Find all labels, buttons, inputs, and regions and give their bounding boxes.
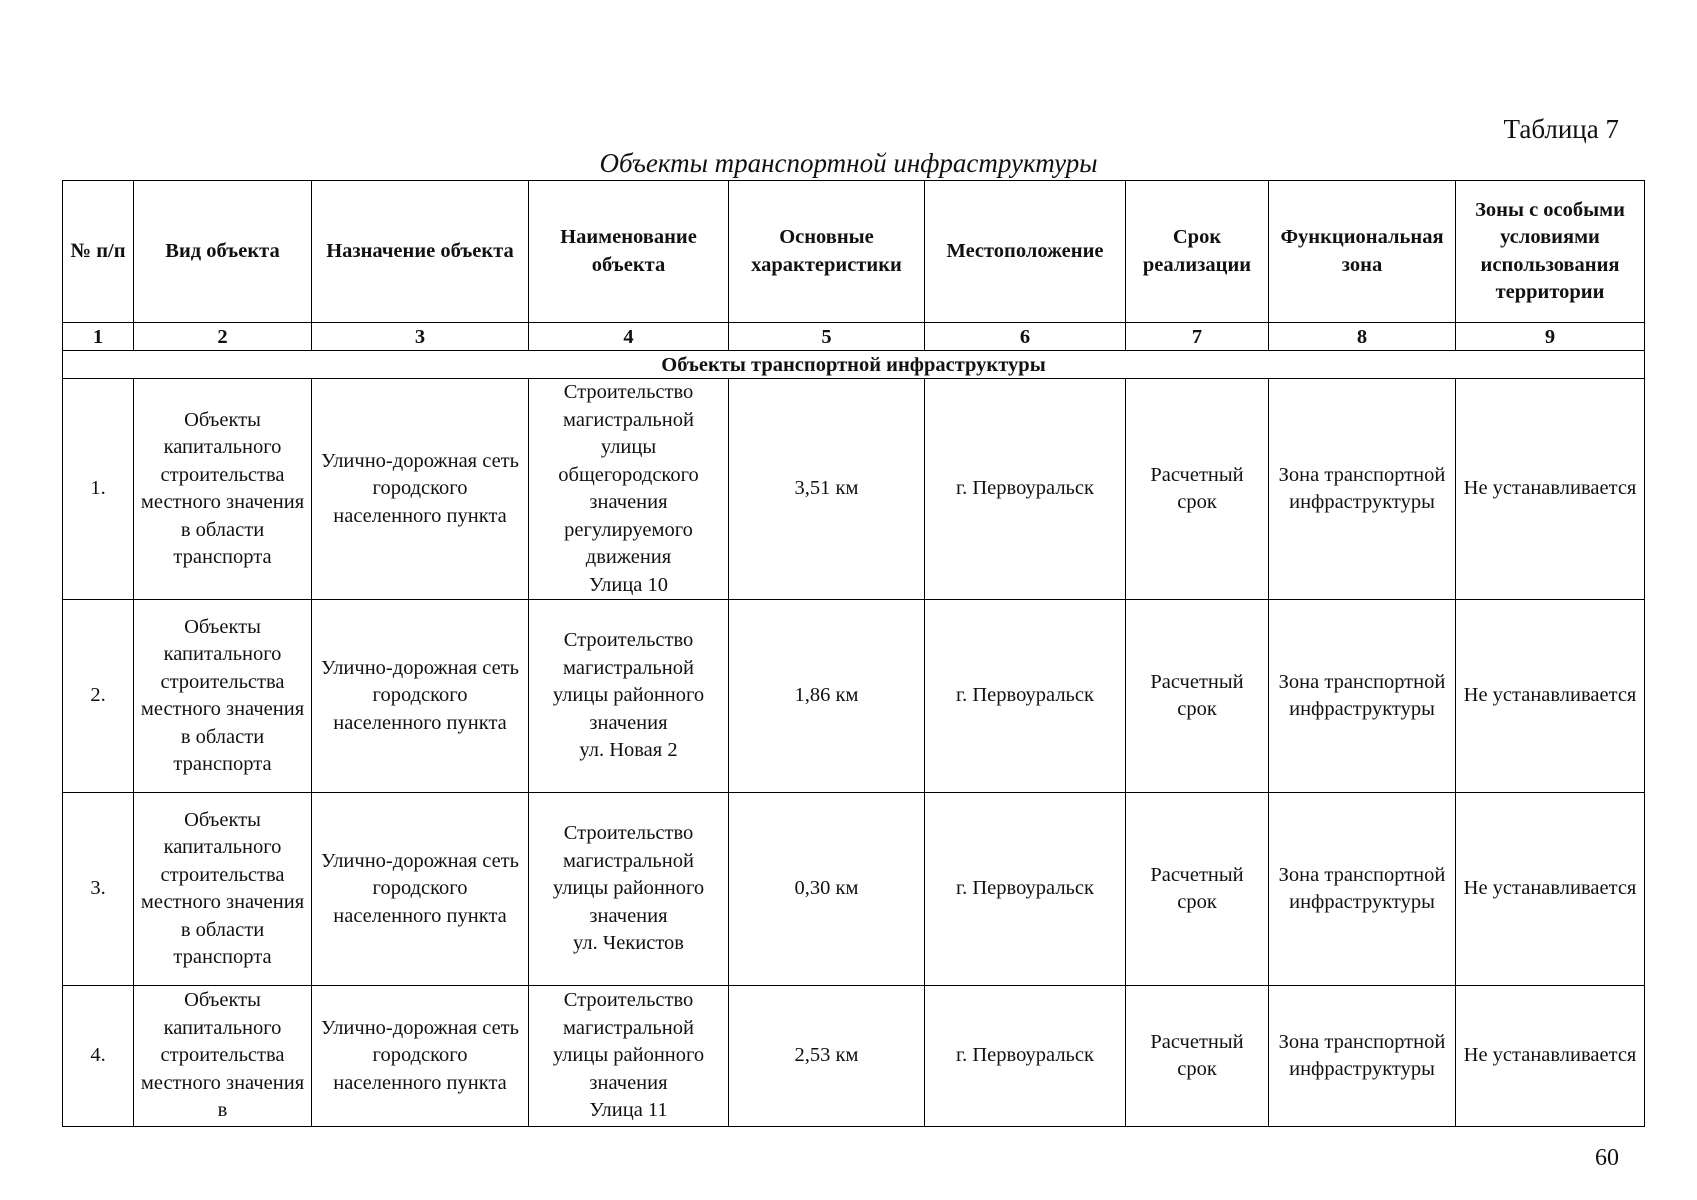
column-number: 5 [729, 323, 925, 351]
street-name: ул. Новая 2 [579, 739, 678, 762]
table-row [63, 379, 1645, 600]
term-cell: Расчетный срок [1126, 379, 1269, 600]
header-cell: Основные характеристики [729, 181, 925, 323]
term-cell: Расчетный срок [1126, 793, 1269, 986]
section-title: Объекты транспортной инфраструктуры [63, 351, 1645, 379]
header-row [63, 181, 1645, 323]
functional-zone-cell: Зона транспортной инфраструктуры [1269, 793, 1456, 986]
term-cell: Расчетный срок [1126, 600, 1269, 793]
table-number: Таблица 7 [1503, 114, 1619, 144]
row-number: 3. [63, 793, 134, 986]
object-purpose-cell: Улично-дорожная сеть городского населенного пункта [312, 600, 529, 793]
object-type-cell: Объекты капитального строительства местного значения в [134, 986, 312, 1127]
column-number: 7 [1126, 323, 1269, 351]
column-number: 6 [925, 323, 1126, 351]
row-number: 1. [63, 379, 134, 600]
street-name: Улица 10 [588, 573, 669, 596]
table-row [63, 793, 1645, 986]
object-name-text: Строительство магистральной улицы районного значения [552, 989, 705, 1094]
object-name-cell [529, 379, 729, 600]
special-zone-cell: Не устанавливается [1456, 986, 1645, 1127]
object-name-text: Строительство магистральной улицы районного значения [552, 629, 705, 734]
object-purpose-cell: Улично-дорожная сеть городского населенного пункта [312, 793, 529, 986]
special-zone-cell: Не устанавливается [1456, 600, 1645, 793]
header-cell: Местоположение [925, 181, 1126, 323]
object-type-cell: Объекты капитального строительства местного значения в области транспорта [134, 600, 312, 793]
characteristics-cell: 1,86 км [729, 600, 925, 793]
special-zone-cell: Не устанавливается [1456, 379, 1645, 600]
header-cell: Функциональная зона [1269, 181, 1456, 323]
location-cell: г. Первоуральск [925, 600, 1126, 793]
street-name: Улица 11 [589, 1099, 668, 1122]
row-number: 2. [63, 600, 134, 793]
object-name-text: Строительство магистральной улицы районного значения [552, 822, 705, 927]
column-number: 4 [529, 323, 729, 351]
object-purpose-cell: Улично-дорожная сеть городского населенного пункта [312, 986, 529, 1127]
infrastructure-table [62, 180, 1645, 1127]
object-name-cell [529, 793, 729, 986]
row-number: 4. [63, 986, 134, 1127]
table-caption: Объекты транспортной инфраструктуры [599, 148, 1098, 178]
page-number: 60 [1595, 1145, 1619, 1171]
header-cell: Назначение объекта [312, 181, 529, 323]
functional-zone-cell: Зона транспортной инфраструктуры [1269, 600, 1456, 793]
table-row [63, 600, 1645, 793]
header-cell: Вид объекта [134, 181, 312, 323]
functional-zone-cell: Зона транспортной инфраструктуры [1269, 379, 1456, 600]
header-cell: Наименование объекта [529, 181, 729, 323]
functional-zone-cell: Зона транспортной инфраструктуры [1269, 986, 1456, 1127]
object-type-cell: Объекты капитального строительства местного значения в области транспорта [134, 793, 312, 986]
term-cell: Расчетный срок [1126, 986, 1269, 1127]
column-number: 9 [1456, 323, 1645, 351]
location-cell: г. Первоуральск [925, 986, 1126, 1127]
column-number: 3 [312, 323, 529, 351]
column-number: 2 [134, 323, 312, 351]
characteristics-cell: 3,51 км [729, 379, 925, 600]
special-zone-cell: Не устанавливается [1456, 793, 1645, 986]
location-cell: г. Первоуральск [925, 793, 1126, 986]
header-cell: № п/п [63, 181, 134, 323]
street-name: ул. Чекистов [573, 932, 684, 955]
characteristics-cell: 0,30 км [729, 793, 925, 986]
object-type-cell: Объекты капитального строительства местного значения в области транспорта [134, 379, 312, 600]
section-row [63, 351, 1645, 379]
object-name-text: Строительство магистральной улицы общегородского значения регулируемого движения [558, 381, 699, 568]
table-row [63, 986, 1645, 1127]
column-number-row [63, 323, 1645, 351]
object-name-cell [529, 986, 729, 1127]
object-name-cell [529, 600, 729, 793]
object-purpose-cell: Улично-дорожная сеть городского населенного пункта [312, 379, 529, 600]
column-number: 1 [63, 323, 134, 351]
header-cell: Зоны с особыми условиями использования территории [1456, 181, 1645, 323]
column-number: 8 [1269, 323, 1456, 351]
location-cell: г. Первоуральск [925, 379, 1126, 600]
characteristics-cell: 2,53 км [729, 986, 925, 1127]
header-cell: Срок реализации [1126, 181, 1269, 323]
